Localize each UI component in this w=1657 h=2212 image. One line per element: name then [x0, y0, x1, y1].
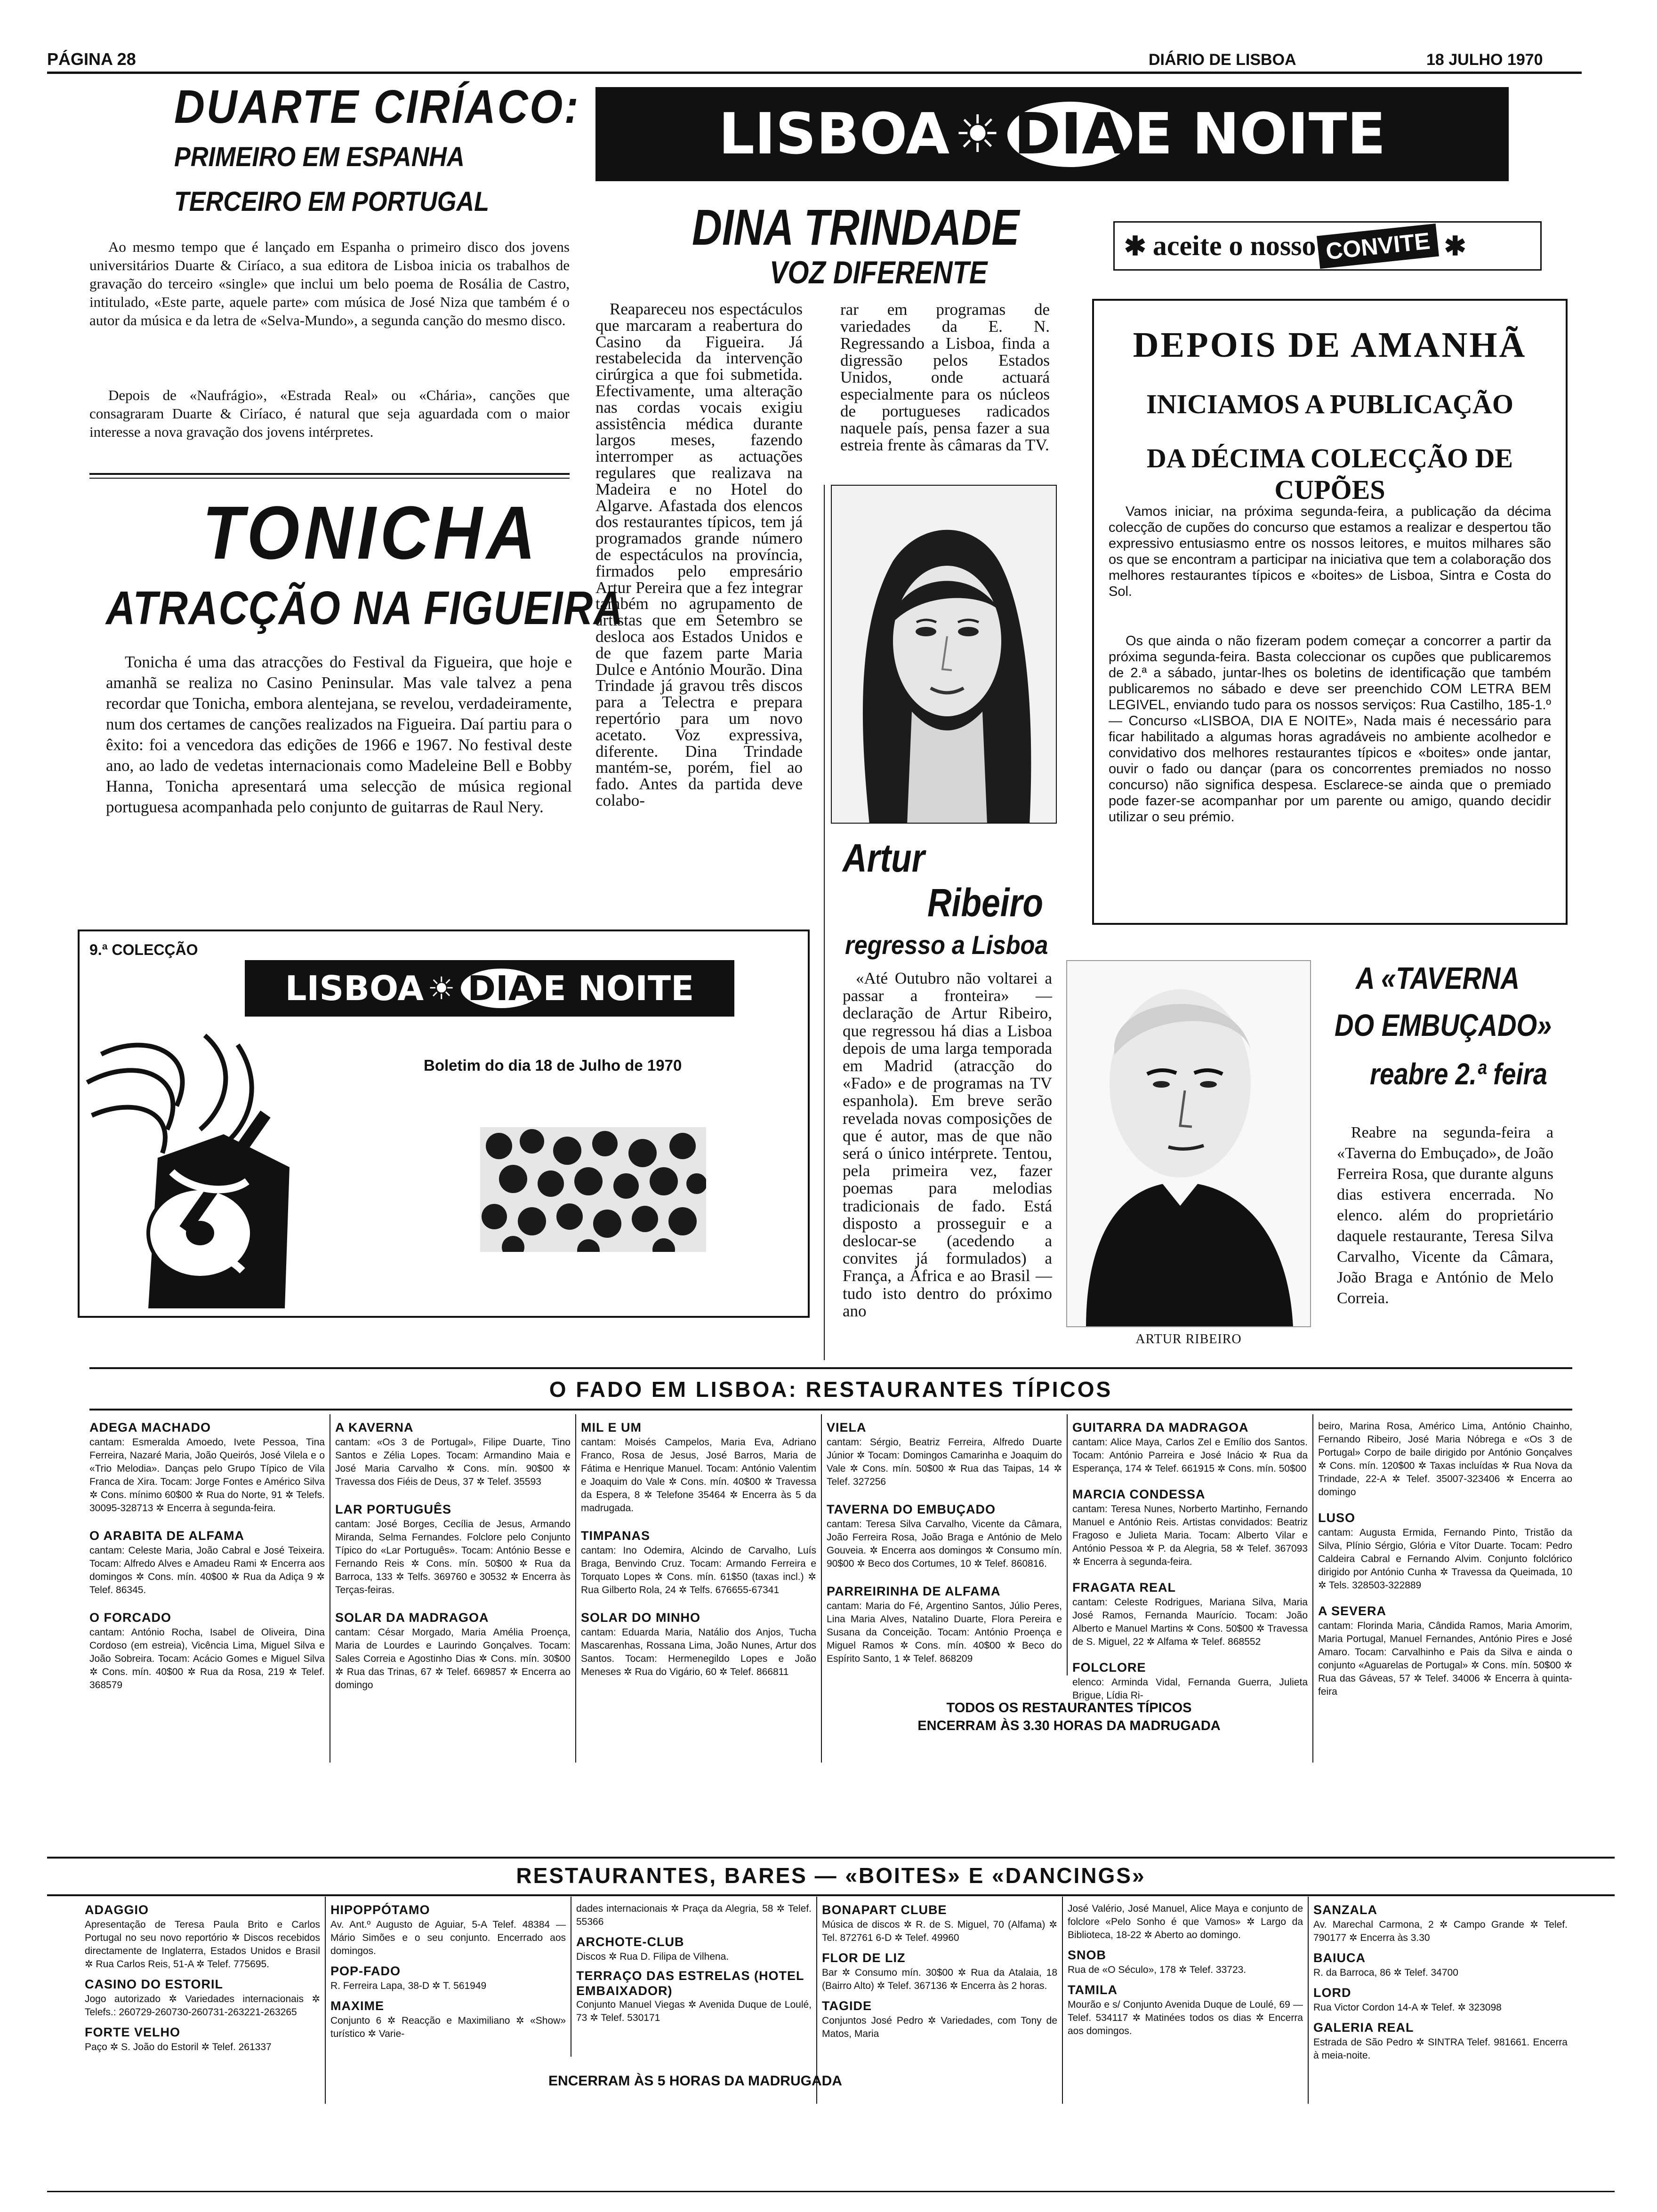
listing-detail: Conjunto 6 ✲ Reacção e Maximiliano ✲ «Show» turístico ✲ Varie-	[330, 2015, 566, 2039]
listing-detail: José Valério, José Manuel, Alice Maya e conjunto de folclore «Pelo Sonho é que Vamos» ✲ Largo da Biblioteca, 18-22 ✲ Aberto ao domingo.	[1068, 1903, 1303, 1940]
duarte-subtitle-1: PRIMEIRO EM ESPANHA	[174, 142, 465, 172]
fado-listing	[1318, 1509, 1572, 1592]
cupoes-heading-3: DA DÉCIMA COLECÇÃO DE CUPÕES	[1146, 443, 1513, 505]
listing-name: HIPOPPÓTAMO	[330, 1903, 430, 1917]
bares-column-6	[1313, 1897, 1568, 2062]
bares-column-5	[1068, 1897, 1303, 2038]
cupoes-paragraph-1: Vamos iniciar, na próxima segunda-feira, a publicação da décima colecção de cupões do concurso que estamos a realizar e despertou tão expressivo entusiasmo entre os nossos leitores, e muitos milhares são os que se encontram a participar na iniciativa que tem a colaboração dos melhores restaurantes típicos e «boites» de Lisboa, Sintra e Costa do Sol.	[1109, 504, 1551, 599]
bar-listing	[822, 1901, 1057, 1945]
dina-column-2: rar em programas de variedades da E. N. Regressando a Lisboa, finda a digressão pelos Estados Unidos, onde actuará especialmente para os núcleos de portugueses radicados naquele país, pensa fazer a sua estreia frente às câmaras da TV.	[840, 300, 1050, 454]
fado-listing	[1072, 1659, 1308, 1702]
listing-detail: cantam: Celeste Maria, João Cabral e José Teixeira. Tocam: Alfredo Alves e Amadeu Rami ✲ Encerra aos domingos ✲ Cons. mín. 40$00 ✲ Rua da Adiça 9 ✲ Telef. 86345.	[89, 1545, 325, 1595]
tonicha-subtitle: ATRACÇÃO NA FIGUEIRA	[106, 582, 624, 634]
listing-name: SANZALA	[1313, 1903, 1377, 1917]
bar-listing	[1313, 1949, 1568, 1980]
listing-name: O FORCADO	[89, 1611, 171, 1625]
dina-column-divider	[824, 485, 825, 1360]
listing-detail: cantam: Esmeralda Amoedo, Ivete Pessoa, Tina Ferreira, Nazaré Maria, João Queirós, José Vilela e o «Trio Melodia». Danças pelo Grupo Típico de Vila Franca de Xira. Tocam: Jorge Fontes e Américo Silva ✲ Cons. mínimo 60$00 ✲ Rua do Norte, 91 ✲ Telefs. 30095-328713 ✲ Encerra à segunda-feira.	[89, 1437, 325, 1514]
listing-name: TAMILA	[1068, 1983, 1118, 1997]
bar-listing	[330, 1997, 566, 2041]
listing-name: MARCIA CONDESSA	[1072, 1487, 1206, 1501]
bar-listing	[1068, 1981, 1303, 2038]
listing-detail: Estrada de São Pedro ✲ SINTRA Telef. 981661. Encerra à meia-noite.	[1313, 2037, 1568, 2061]
listing-name: SOLAR DA MADRAGOA	[335, 1611, 489, 1625]
listing-detail: Mourão e s/ Conjunto Avenida Duque de Loulé, 69 — Telef. 534117 ✲ Matinées todos os dias ✲ Encerra aos domingos.	[1068, 1999, 1303, 2036]
duarte-paragraph-2: Depois de «Naufrágio», «Estrada Real» ou «Chária», canções que consagraram Duarte & Ciríaco, é natural que seja aguardada com o maior interesse a nova gravação dos jovens intérpretes.	[89, 387, 570, 440]
artur-title-2: Ribeiro	[927, 881, 1043, 925]
coupon-logo	[245, 960, 734, 1017]
listing-detail: cantam: Celeste Rodrigues, Mariana Silva, Maria José Ramos, Fernanda Maurício. Tocam: João Alberto e Manuel Martins ✲ Cons. 50$00 ✲ Travessa de S. Miguel, 22 ✲ Alfama ✲ Telef. 868552	[1072, 1597, 1308, 1647]
listing-name: A SEVERA	[1318, 1604, 1387, 1618]
asterisk-icon: ✱	[1124, 231, 1146, 261]
fado-listing	[827, 1583, 1062, 1666]
coupon-logo-dia: DIA	[461, 969, 541, 1008]
issue-date: 18 JULHO 1970	[1426, 51, 1543, 69]
bar-listing	[1068, 1947, 1303, 1977]
listing-name: FRAGATA REAL	[1072, 1580, 1176, 1595]
bares-column-2	[330, 1897, 566, 2041]
bares-top-rule	[47, 1857, 1615, 1859]
listing-detail: cantam: «Os 3 de Portugal», Filipe Duarte, Tino Santos e Zélia Lopes. Tocam: Armandino Maia e José Maria Carvalho ✲ Cons. mín. 90$00 ✲ Travessa dos Fiéis de Deus, 37 ✲ Telef. 35593	[335, 1437, 571, 1487]
coupon-sun-icon: ☀	[427, 970, 456, 1007]
listing-name: VIELA	[827, 1420, 867, 1435]
listing-name: ADEGA MACHADO	[89, 1420, 211, 1435]
bar-listing	[1313, 1984, 1568, 2014]
fado-column-5	[1072, 1414, 1308, 1702]
artur-ribeiro-photo	[1066, 960, 1311, 1327]
asterisk-icon-right: ✱	[1444, 231, 1466, 261]
listing-detail: cantam: José Borges, Cecília de Jesus, Armando Miranda, Selma Fernandes. Folclore pelo Conjunto Típico do «Lar Português». Tocam: António Besse e Fernando Reis ✲ Cons. mín. 50$00 ✲ Rua da Barroca, 133 ✲ Telfs. 369760 e 30532 ✲ Encerra às Terças-feiras.	[335, 1519, 571, 1595]
coupon-logo-lisboa: LISBOA	[285, 969, 424, 1008]
fado-listing	[827, 1501, 1062, 1571]
bar-listing	[822, 1949, 1057, 1993]
listing-detail: Conjunto Manuel Viegas ✲ Avenida Duque de Loulé, 73 ✲ Telef. 530171	[576, 1999, 812, 2023]
fado-col-divider	[1312, 1414, 1313, 1763]
fado-listing	[335, 1501, 571, 1597]
convite-box	[1113, 221, 1542, 271]
convite-text: aceite o nosso	[1152, 230, 1316, 261]
page-bottom-rule	[47, 2191, 1615, 2192]
bares-col-divider	[1308, 1897, 1309, 2104]
coupon-date: Boletim do dia 18 de Julho de 1970	[424, 1057, 682, 1074]
tonicha-body: Tonicha é uma das atracções do Festival da Figueira, que hoje e amanhã se realiza no Casino Peninsular. Mas vale talvez a pena recordar que Tonicha, embora alentejana, se revelou, verdadeiramente, num dos certames de canções realizados na Figueira. Daí partiu para o êxito: foi a vencedora das edições de 1966 e 1967. No festival deste ano, ao lado de vedetas internacionais como Madeleine Bell e Bobby Hanna, Tonicha apresentará uma selecção de música regional portuguesa acompanhada pelo conjunto de guitarras de Raul Nery.	[106, 653, 572, 816]
artur-title-1: Artur	[843, 836, 925, 880]
coupon-collection: 9.ª COLECÇÃO	[89, 941, 198, 958]
listing-detail: R. Ferreira Lapa, 38-D ✲ T. 561949	[330, 1980, 487, 1991]
listing-name: FLOR DE LIZ	[822, 1951, 906, 1965]
fado-listing	[1072, 1579, 1308, 1649]
bares-column-4	[822, 1897, 1057, 2041]
bares-heading-rule	[47, 1894, 1615, 1896]
bares-col-divider	[1062, 1897, 1063, 2104]
tonicha-title: TONICHA	[202, 490, 540, 575]
listing-detail: elenco: Arminda Vidal, Fernanda Guerra, Julieta Brigue, Lídia Ri-	[1072, 1677, 1308, 1701]
bar-listing	[576, 1933, 812, 1964]
listing-detail: Bar ✲ Consumo mín. 30$00 ✲ Rua da Atalaia, 18 (Bairro Alto) ✲ Telef. 367136 ✲ Encerra às 2 horas.	[822, 1967, 1057, 1991]
listing-name: POP-FADO	[330, 1964, 401, 1978]
bares-closing: ENCERRAM ÀS 5 HORAS DA MADRUGADA	[548, 2073, 842, 2089]
convite-badge: CONVITE	[1317, 223, 1439, 268]
taverna-subtitle: reabre 2.ª feira	[1370, 1057, 1547, 1091]
coins-photo	[480, 1127, 706, 1252]
cupoes-paragraph-2: Os que ainda o não fizeram podem começar a concorrer a partir da próxima segunda-feira. Basta coleccionar os cupões que publicaremos de 2.ª a sábado, juntar-lhes os boletins de identificação que também publicaremos no sábado e deve ser preenchido COM LETRA BEM LEGIVEL, enviando tudo para os nossos serviços: Rua Castilho, 185-1.º — Concurso «LISBOA, DIA E NOITE», Nada mais é necessário para ficar habilitado a algumas horas agradáveis no ambiente acolhedor e convidativo dos melhores restaurantes típicos e «boites» onde jantar, ouvir o fado ou dançar (para os concorrentes premiados no nosso concurso) não significa despesa. Esclarece-se ainda que o premiado pode fazer-se acompanhar por um parente ou amigo, quando decidir utilizar o seu prémio.	[1109, 633, 1551, 825]
fado-listing	[335, 1609, 571, 1692]
fado-listing	[335, 1419, 571, 1489]
fado-heading: O FADO EM LISBOA: RESTAURANTES TÍPICOS	[549, 1377, 1113, 1402]
listing-name: TIMPANAS	[581, 1529, 650, 1543]
fado-listing	[827, 1419, 1062, 1489]
newspaper-name: DIÁRIO DE LISBOA	[1149, 51, 1296, 69]
lisboa-dia-noite-logo	[595, 87, 1509, 181]
listing-detail: cantam: Sérgio, Beatriz Ferreira, Alfredo Duarte Júnior ✲ Tocam: Domingos Camarinha e Joaquim do Vale ✲ Cons. mín. 50$00 ✲ Rua das Taipas, 14 ✲ Telef. 327256	[827, 1437, 1062, 1487]
listing-name: LUSO	[1318, 1511, 1356, 1525]
fado-listing	[89, 1527, 325, 1597]
listing-detail: beiro, Marina Rosa, Américo Lima, António Chainho, Fernando Ribeiro, José Maria Nóbrega e «Os 3 de Portugal» Corpo de baile dirigido por António Gonçalves ✲ Cons. mín. 120$00 ✲ Taxas incluídas ✲ Rua Nova da Trindade, 22-A ✲ Telef. 35007-323406 ✲ Encerra ao domingo	[1318, 1421, 1572, 1498]
listing-name: TAVERNA DO EMBUÇADO	[827, 1502, 996, 1516]
listing-detail: Paço ✲ S. João do Estoril ✲ Telef. 261337	[85, 2042, 272, 2052]
taverna-body: Reabre na segunda-feira a «Taverna do Embuçado», de João Ferreira Rosa, que durante alguns dias estivera encerrada. No elenco. além do proprietário daquele restaurante, Teresa Silva Carvalho, Vicente da Câmara, João Braga e António de Melo Correia.	[1337, 1124, 1553, 1307]
bar-listing	[1313, 1901, 1568, 1945]
listing-detail: Conjuntos José Pedro ✲ Variedades, com Tony de Matos, Maria	[822, 2015, 1057, 2039]
bares-col-divider	[816, 1897, 817, 2104]
fado-column-4	[827, 1414, 1062, 1666]
bar-listing	[822, 1997, 1057, 2041]
logo-dia: DIA	[1007, 102, 1132, 167]
guitarist-illustration	[82, 1026, 304, 1308]
listing-name: TAGIDE	[822, 1999, 872, 2013]
masthead-rule	[47, 72, 1582, 74]
cupoes-heading-2: INICIAMOS A PUBLICAÇÃO	[1146, 389, 1513, 419]
listing-name: MIL E UM	[581, 1420, 642, 1435]
duarte-subtitle-2: TERCEIRO EM PORTUGAL	[174, 186, 489, 217]
fado-col-divider	[821, 1414, 822, 1763]
bar-listing	[330, 1963, 566, 1993]
dina-title: DINA TRINDADE	[692, 199, 1020, 256]
fado-listing	[89, 1609, 325, 1692]
bar-listing	[1068, 1902, 1303, 1942]
listing-detail: cantam: Eduarda Maria, Natálio dos Anjos, Tucha Mascarenhas, Rossana Lima, João Nunes, Artur dos Santos. Tocam: Hermenegildo Lopes e João Meneses ✲ Rua do Vigário, 60 ✲ Telef. 866811	[581, 1627, 816, 1677]
listing-detail: Rua Victor Cordon 14-A ✲ Telef. ✲ 323098	[1313, 2002, 1502, 2013]
bar-listing	[85, 2024, 320, 2054]
listing-detail: Av. Marechal Carmona, 2 ✲ Campo Grande ✲ Telef. 790177 ✲ Encerra às 3.30	[1313, 1919, 1568, 1943]
fado-col-divider	[1067, 1414, 1068, 1675]
fado-listing	[1318, 1603, 1572, 1699]
listing-detail: cantam: Ino Odemira, Alcindo de Carvalho, Luís Braga, Benvindo Cruz. Tocam: Armando Ferreira e Torquato Lopes ✲ Cons. mín. 61$50 (taxas incl.) ✲ Rua Gilberto Rola, 24 ✲ Telfs. 676655-67341	[581, 1545, 816, 1595]
listing-name: ARCHOTE-CLUB	[576, 1935, 684, 1949]
fado-column-1	[89, 1414, 325, 1692]
sun-icon: ☀	[954, 104, 1001, 164]
bares-column-1	[85, 1897, 320, 2054]
listing-detail: cantam: Teresa Nunes, Norberto Martinho, Fernando Manuel e António Reis. Artistas convidados: Beatriz Fragoso e Julieta Maria. Tocam: Alberto Vilar e António Pessoa ✲ P. da Alegria, 58 ✲ Telef. 367093 ✲ Encerra à segunda-feira.	[1072, 1504, 1308, 1567]
fado-closing	[827, 1699, 1311, 1735]
listing-detail: cantam: Augusta Ermida, Fernando Pinto, Tristão da Silva, Plínio Sérgio, Glória e Vítor Duarte. Tocam: Pedro Caldeira Cabral e Fernando Alvim. Conjunto folclórico dirigido por António Cunha ✲ Travessa da Queimada, 10 ✲ Tels. 328503-322889	[1318, 1527, 1572, 1591]
listing-name: O ARABITA DE ALFAMA	[89, 1529, 244, 1543]
fado-listing	[581, 1609, 816, 1679]
listing-detail: Rua de «O Século», 178 ✲ Telef. 33723.	[1068, 1964, 1247, 1975]
fado-col-divider	[575, 1414, 576, 1763]
listing-detail: Música de discos ✲ R. de S. Miguel, 70 (Alfama) ✲ Tel. 872761 6-D ✲ Telef. 49960	[822, 1919, 1057, 1943]
listing-detail: cantam: Florinda Maria, Cândida Ramos, Maria Amorim, Maria Portugal, Manuel Fernandes, António Pires e José Amaro. Tocam: Carvalhinho e Pais da Silva e ainda o conjunto «Aguarelas de Portugal» ✲ Cons. mín. 50$00 ✲ Rua das Gáveas, 57 ✲ Telef. 34006 ✲ Encerra à quinta-feira	[1318, 1620, 1572, 1697]
bar-listing	[85, 1976, 320, 2019]
fado-listing	[1072, 1419, 1308, 1475]
bar-listing	[576, 1902, 812, 1929]
fado-listing	[1072, 1486, 1308, 1569]
listing-name: MAXIME	[330, 1999, 384, 2013]
fado-listing	[89, 1419, 325, 1515]
listing-detail: Apresentação de Teresa Paula Brito e Carlos Portugal no seu novo reportório ✲ Discos recebidos directamente de Inglaterra, Estados Unidos e Brasil ✲ Rua Carlos Reis, 51-A ✲ Telef. 775695.	[85, 1919, 320, 1970]
listing-name: PARREIRINHA DE ALFAMA	[827, 1584, 1001, 1598]
listing-detail: Jogo autorizado ✲ Variedades internacionais ✲ Telefs.: 260729-260730-260731-263221-263265	[85, 1994, 320, 2018]
fado-column-2	[335, 1414, 571, 1692]
cupoes-heading-1: DEPOIS DE AMANHÃ	[1133, 325, 1527, 365]
fado-column-3	[581, 1414, 816, 1679]
artur-subtitle: regresso a Lisboa	[845, 930, 1048, 960]
listing-detail: cantam: Alice Maya, Carlos Zel e Emílio dos Santos. Tocam: António Parreira e José Inácio ✲ Rua da Esperança, 174 ✲ Telef. 661915 ✲ Cons. mín. 50$00	[1072, 1437, 1308, 1474]
listing-name: LAR PORTUGUÊS	[335, 1502, 452, 1516]
listing-name: SOLAR DO MINHO	[581, 1611, 700, 1625]
dina-subtitle: VOZ DIFERENTE	[770, 255, 988, 290]
listing-detail: cantam: César Morgado, Maria Amélia Proença, Maria de Lourdes e Laurindo Gonçalves. Tocam: Sales Correia e Agostinho Dias ✲ Cons. mín. 30$00 ✲ Rua das Trinas, 67 ✲ Telef. 669857 ✲ Encerra ao domingo	[335, 1627, 571, 1691]
fado-column-6	[1318, 1414, 1572, 1699]
fado-listing	[1318, 1420, 1572, 1499]
woman-portrait-icon	[832, 486, 1057, 824]
bar-listing	[576, 1968, 812, 2025]
listing-name: ADAGGIO	[85, 1903, 149, 1917]
page-number: PÁGINA 28	[47, 49, 136, 69]
listing-detail: Discos ✲ Rua D. Filipa de Vilhena.	[576, 1951, 729, 1962]
listing-name: FORTE VELHO	[85, 2025, 181, 2039]
man-portrait-icon	[1067, 961, 1311, 1327]
logo-lisboa: LISBOA	[718, 101, 950, 167]
fado-closing-line-2: ENCERRAM ÀS 3.30 HORAS DA MADRUGADA	[917, 1718, 1221, 1733]
listing-detail: R. da Barroca, 86 ✲ Telef. 34700	[1313, 1967, 1458, 1978]
listing-name: TERRAÇO DAS ESTRELAS (HOTEL EMBAIXADOR)	[576, 1969, 804, 1998]
listing-detail: cantam: Moisés Campelos, Maria Eva, Adriano Franco, Rosa de Jesus, José Barros, Maria de Fátima e Henrique Manuel. Tocam: António Valentim e Joaquim do Vale ✲ Cons. mín. 40$00 ✲ Travessa da Espera, 8 ✲ Telefone 35464 ✲ Encerra às 5 da madrugada.	[581, 1437, 816, 1514]
bar-listing	[1313, 2019, 1568, 2062]
bares-heading: RESTAURANTES, BARES — «BOITES» E «DANCINGS»	[516, 1863, 1146, 1888]
listing-name: BAIUCA	[1313, 1951, 1366, 1965]
guitar-player-icon	[82, 1026, 304, 1308]
listing-name: FOLCLORE	[1072, 1660, 1146, 1675]
bares-col-divider	[325, 1897, 326, 2104]
listing-detail: cantam: Maria do Fé, Argentino Santos, Júlio Peres, Lina Maria Alves, Natalino Duarte, Flora Pereira e Susana da Conceição. Tocam: António Proença e Miguel Ramos ✲ Cons. mín. 40$00 ✲ Beco do Espírito Santo, 1 ✲ Telef. 868209	[827, 1601, 1062, 1664]
coins-icon	[480, 1127, 706, 1252]
duarte-rule	[89, 473, 570, 475]
bar-listing	[85, 1901, 320, 1971]
listing-detail: dades internacionais ✲ Praça da Alegria, 58 ✲ Telef. 55366	[576, 1903, 812, 1927]
duarte-paragraph-1: Ao mesmo tempo que é lançado em Espanha o primeiro disco dos jovens universitários Duarte & Ciríaco, a sua editora de Lisboa inicia os trabalhos de gravação do terceiro «single» que inclui um belo poema de Rosália de Castro, intitulado, «Este parte, aquele parte» com música de José Niza que também é o autor da música e da letra de «Selva-Mundo», a segunda canção do mesmo disco.	[89, 239, 570, 329]
listing-name: A KAVERNA	[335, 1420, 414, 1435]
fado-listing	[581, 1419, 816, 1515]
listing-name: GUITARRA DA MADRAGOA	[1072, 1420, 1249, 1435]
dina-column-1: Reapareceu nos espectáculos que marcaram a reabertura do Casino da Figueira. Já restabelecida da intervenção cirúrgica a que foi submetida. Efectivamente, uma alteração nas cordas vocais exigiu assistência médica durante largos meses, fazendo interromper as actuações regulares que realizava na Madeira e no Hotel do Algarve. Afastada dos elencos dos restaurantes típicos, tem já programados grande número de espectáculos na província, firmados pelo empresário Artur Pereira que a fez integrar também no agrupamento de artistas que em Setembro se desloca aos Estados Unidos e de que fazem parte Maria Dulce e António Mourão. Dina Trindade já gravou três discos para a Telectra e prepara repertório para um novo acetato. Voz expressiva, diferente. Dina Trindade mantém-se, porém, fiel ao fado. Antes da partida deve colabo-	[595, 300, 803, 809]
listing-name: GALERIA REAL	[1313, 2020, 1414, 2035]
taverna-title-1: A «TAVERNA	[1356, 961, 1520, 995]
logo-noite: E NOITE	[1134, 101, 1386, 167]
listing-name: CASINO DO ESTORIL	[85, 1977, 224, 1991]
artur-body: «Até Outubro não voltarei a passar a fronteira» — declaração de Artur Ribeiro, que regressou há dias a Lisboa depois de uma larga temporada em Madrid (atracção do «Fado» e de programas na TV espanhola). Em breve serão revelada novas composições de que é autor, mas de que não será o único intérprete. Tentou, pela primeira vez, fazer poemas para melodias tradicionais de fado. Está disposto a prosseguir e a deslocar-se (acedendo a convites já formulados) a França, a África e ao Brasil — tudo isto dentro do próximo ano	[843, 969, 1052, 1320]
duarte-title: DUARTE CIRÍACO:	[174, 80, 580, 133]
duarte-rule-thin	[89, 478, 570, 479]
listing-name: SNOB	[1068, 1948, 1107, 1962]
taverna-title-2: DO EMBUÇADO»	[1335, 1008, 1552, 1042]
listing-detail: Av. Ant.º Augusto de Aguiar, 5-A Telef. 48384 — Mário Simões e o seu conjunto. Encerrado aos domingos.	[330, 1919, 566, 1956]
listing-name: LORD	[1313, 1986, 1351, 2000]
fado-closing-line-1: TODOS OS RESTAURANTES TÍPICOS	[946, 1700, 1192, 1715]
listing-detail: cantam: Teresa Silva Carvalho, Vicente da Câmara, João Ferreira Rosa, João Braga e António de Melo Gouveia. ✲ Encerra aos domingos ✲ Consumo mín. 90$00 ✲ Beco dos Cortumes, 10 ✲ Telef. 860816.	[827, 1519, 1062, 1569]
fado-top-rule	[89, 1367, 1572, 1369]
coupon-logo-noite: E NOITE	[543, 969, 694, 1008]
listing-name: BONAPART CLUBE	[822, 1903, 947, 1917]
fado-listing	[581, 1527, 816, 1597]
bares-column-3	[576, 1897, 812, 2025]
listing-detail: cantam: António Rocha, Isabel de Oliveira, Dina Cordoso (em estreia), Vicência Lima, Miguel Silva e João Sobreira. Tocam: Acácio Gomes e Miguel Silva ✲ Cons. mín. 40$00 ✲ Rua da Rosa, 219 ✲ Telef. 368579	[89, 1627, 325, 1691]
dina-trindade-photo	[831, 485, 1057, 824]
fado-heading-rule	[89, 1409, 1572, 1411]
bar-listing	[330, 1901, 566, 1958]
artur-caption: ARTUR RIBEIRO	[1135, 1332, 1242, 1346]
